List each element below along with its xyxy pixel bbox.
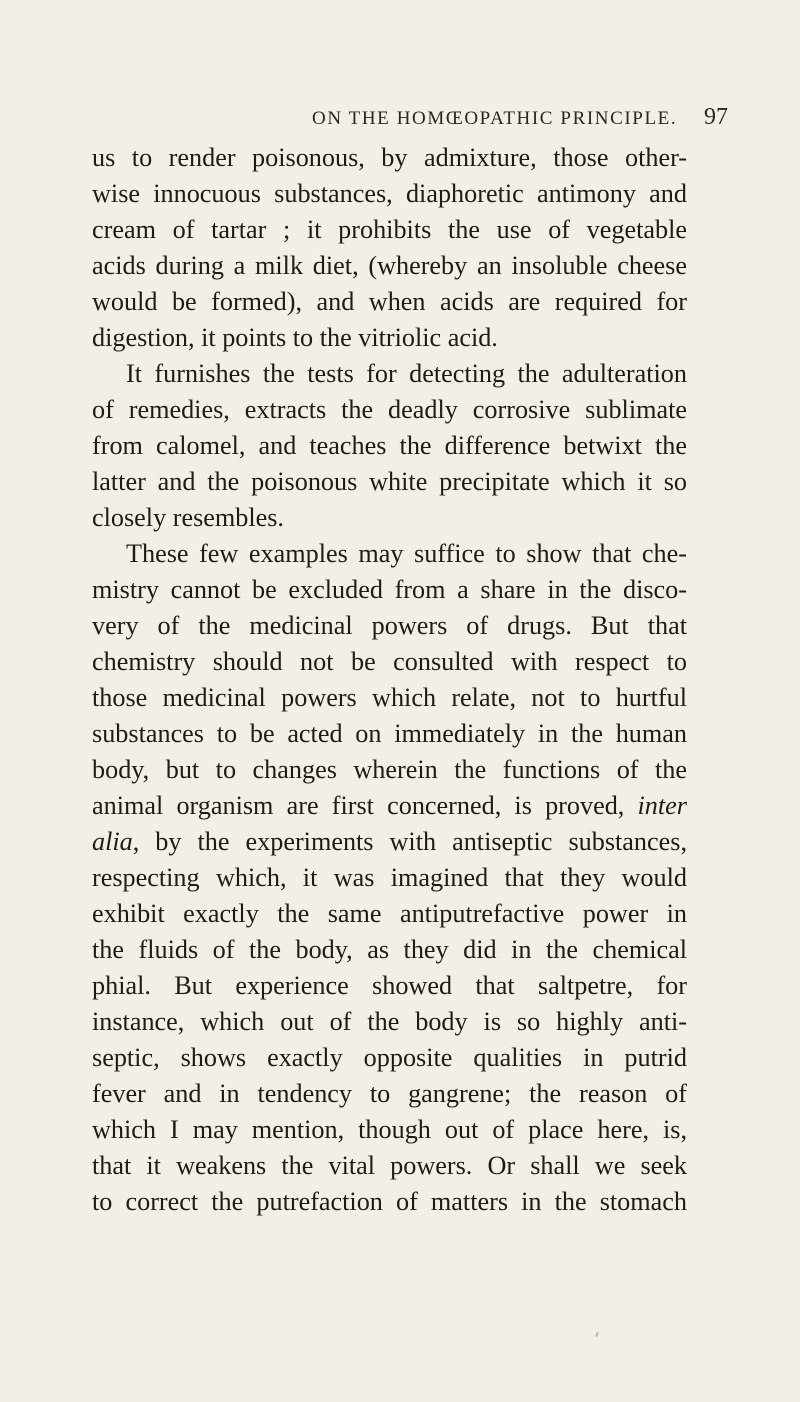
- text-line: These few examples may suffice to show that che-: [126, 539, 687, 568]
- body-text: [92, 140, 687, 1220]
- text-line: chemistry should not be consulted with respect to: [92, 647, 687, 676]
- text-line: digestion, it points to the vitriolic acid.: [92, 323, 498, 352]
- text-line: fever and in tendency to gangrene; the reason of: [92, 1079, 687, 1108]
- text-line: closely resembles.: [92, 503, 284, 532]
- text-line: substances to be acted on immediately in the human: [92, 719, 687, 748]
- text-line: instance, which out of the body is so highly anti-: [92, 1007, 687, 1036]
- text-line: that it weakens the vital powers. Or shall we seek: [92, 1151, 687, 1180]
- paper-speck: [595, 1332, 599, 1337]
- italic-phrase: inter: [637, 791, 687, 820]
- text-line: [92, 824, 687, 860]
- text-line: to correct the putrefaction of matters in the stomach: [92, 1187, 687, 1216]
- text-line: body, but to changes wherein the functions of the: [92, 755, 687, 784]
- text-line: phial. But experience showed that saltpetre, for: [92, 971, 687, 1000]
- text-line: those medicinal powers which relate, not to hurtful: [92, 683, 687, 712]
- text-line: wise innocuous substances, diaphoretic antimony and: [92, 179, 687, 208]
- text-line: very of the medicinal powers of drugs. But that: [92, 611, 687, 640]
- text-line: [92, 788, 687, 824]
- text-line-main: animal organism are first concerned, is proved,: [92, 791, 625, 820]
- text-line: respecting which, it was imagined that they would: [92, 863, 687, 892]
- page-number: 97: [704, 104, 728, 130]
- text-line: It furnishes the tests for detecting the adulteration: [126, 359, 687, 388]
- italic-phrase: alia: [92, 827, 133, 856]
- text-line: latter and the poisonous white precipitate which it so: [92, 467, 687, 496]
- text-line: which I may mention, though out of place here, is,: [92, 1115, 687, 1144]
- text-line: acids during a milk diet, (whereby an insoluble cheese: [92, 251, 687, 280]
- text-line: from calomel, and teaches the difference betwixt the: [92, 431, 687, 460]
- text-line: the fluids of the body, as they did in the chemical: [92, 935, 687, 964]
- running-head: ON THE HOMŒOPATHIC PRINCIPLE.: [312, 108, 678, 129]
- text-line: would be formed), and when acids are required for: [92, 287, 687, 316]
- text-line: mistry cannot be excluded from a share in the disco-: [92, 575, 687, 604]
- text-line: cream of tartar ; it prohibits the use of vegetable: [92, 215, 687, 244]
- text-line: exhibit exactly the same antiputrefactive power in: [92, 899, 687, 928]
- text-line-main: , by the experiments with antiseptic substances,: [132, 827, 687, 856]
- text-line: septic, shows exactly opposite qualities in putrid: [92, 1043, 687, 1072]
- text-line: of remedies, extracts the deadly corrosive sublimate: [92, 395, 687, 424]
- text-line: us to render poisonous, by admixture, those other-: [92, 143, 687, 172]
